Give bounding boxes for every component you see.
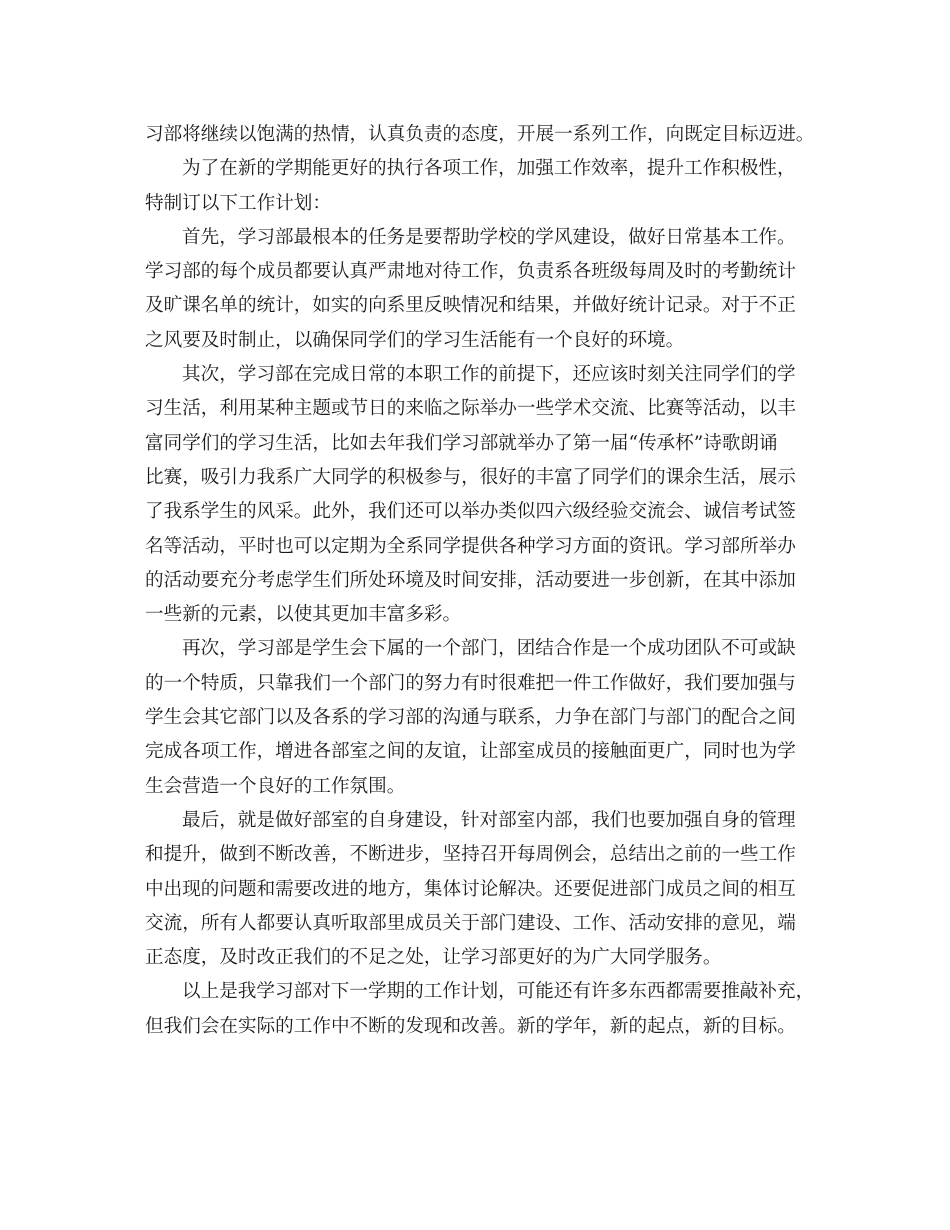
text-line: 及旷课名单的统计，如实的向系里反映情况和结果，并做好统计记录。对于不正 — [145, 295, 796, 317]
text-line: 但我们会在实际的工作中不断的发现和改善。新的学年，新的起点，新的目标。 — [145, 1015, 796, 1037]
text-line: 习生活，利用某种主题或节日的来临之际举办一些学术交流、比赛等活动，以丰 — [145, 398, 796, 420]
text-line: 完成各项工作，增进各部室之间的友谊，让部室成员的接触面更广，同时也为学 — [145, 741, 796, 763]
text-line: 比赛，吸引力我系广大同学的积极参与，很好的丰富了同学们的课余生活，展示 — [145, 466, 796, 488]
text-line: 特制订以下工作计划： — [145, 192, 331, 214]
text-line: 交流，所有人都要认真听取部里成员关于部门建设、工作、活动安排的意见，端 — [145, 912, 796, 934]
text-line: 学习部的每个成员都要认真严肃地对待工作，负责系各班级每周及时的考勤统计 — [145, 261, 796, 283]
text-line: 其次，学习部在完成日常的本职工作的前提下，还应该时刻关注同学们的学 — [182, 364, 796, 386]
text-line: 以上是我学习部对下一学期的工作计划，可能还有许多东西都需要推敲补充， — [182, 981, 815, 1003]
text-line: 正态度，及时改正我们的不足之处，让学习部更好的为广大同学服务。 — [145, 947, 722, 969]
text-line: 之风要及时制止，以确保同学们的学习生活能有一个良好的环境。 — [145, 329, 685, 351]
text-line: 一些新的元素，以使其更加丰富多彩。 — [145, 604, 462, 626]
text-line: 学生会其它部门以及各系的学习部的沟通与联系，力争在部门与部门的配合之间 — [145, 707, 796, 729]
text-line: 首先，学习部最根本的任务是要帮助学校的学风建设，做好日常基本工作。 — [182, 226, 796, 248]
text-line: 生会营造一个良好的工作氛围。 — [145, 775, 406, 797]
text-line: 富同学们的学习生活，比如去年我们学习部就举办了第一届“传承杯”诗歌朗诵 — [145, 432, 778, 454]
text-line: 和提升，做到不断改善，不断进步，坚持召开每周例会，总结出之前的一些工作 — [145, 844, 796, 866]
text-line: 为了在新的学期能更好的执行各项工作，加强工作效率，提升工作积极性， — [182, 158, 796, 180]
document-body — [145, 118, 813, 1044]
text-line: 的一个特质，只靠我们一个部门的努力有时很难把一件工作做好，我们要加强与 — [145, 672, 796, 694]
text-line: 再次，学习部是学生会下属的一个部门，团结合作是一个成功团队不可或缺 — [182, 638, 796, 660]
text-line: 了我系学生的风采。此外，我们还可以举办类似四六级经验交流会、诚信考试签 — [145, 501, 796, 523]
text-line: 名等活动，平时也可以定期为全系同学提供各种学习方面的资讯。学习部所举办 — [145, 535, 796, 557]
text-line: 中出现的问题和需要改进的地方，集体讨论解决。还要促进部门成员之间的相互 — [145, 878, 796, 900]
text-line: 习部将继续以饱满的热情，认真负责的态度，开展一系列工作，向既定目标迈进。 — [145, 124, 815, 145]
text-line: 最后，就是做好部室的自身建设，针对部室内部，我们也要加强自身的管理 — [182, 809, 796, 831]
text-line: 的活动要充分考虑学生们所处环境及时间安排，活动要进一步创新，在其中添加 — [145, 569, 796, 591]
